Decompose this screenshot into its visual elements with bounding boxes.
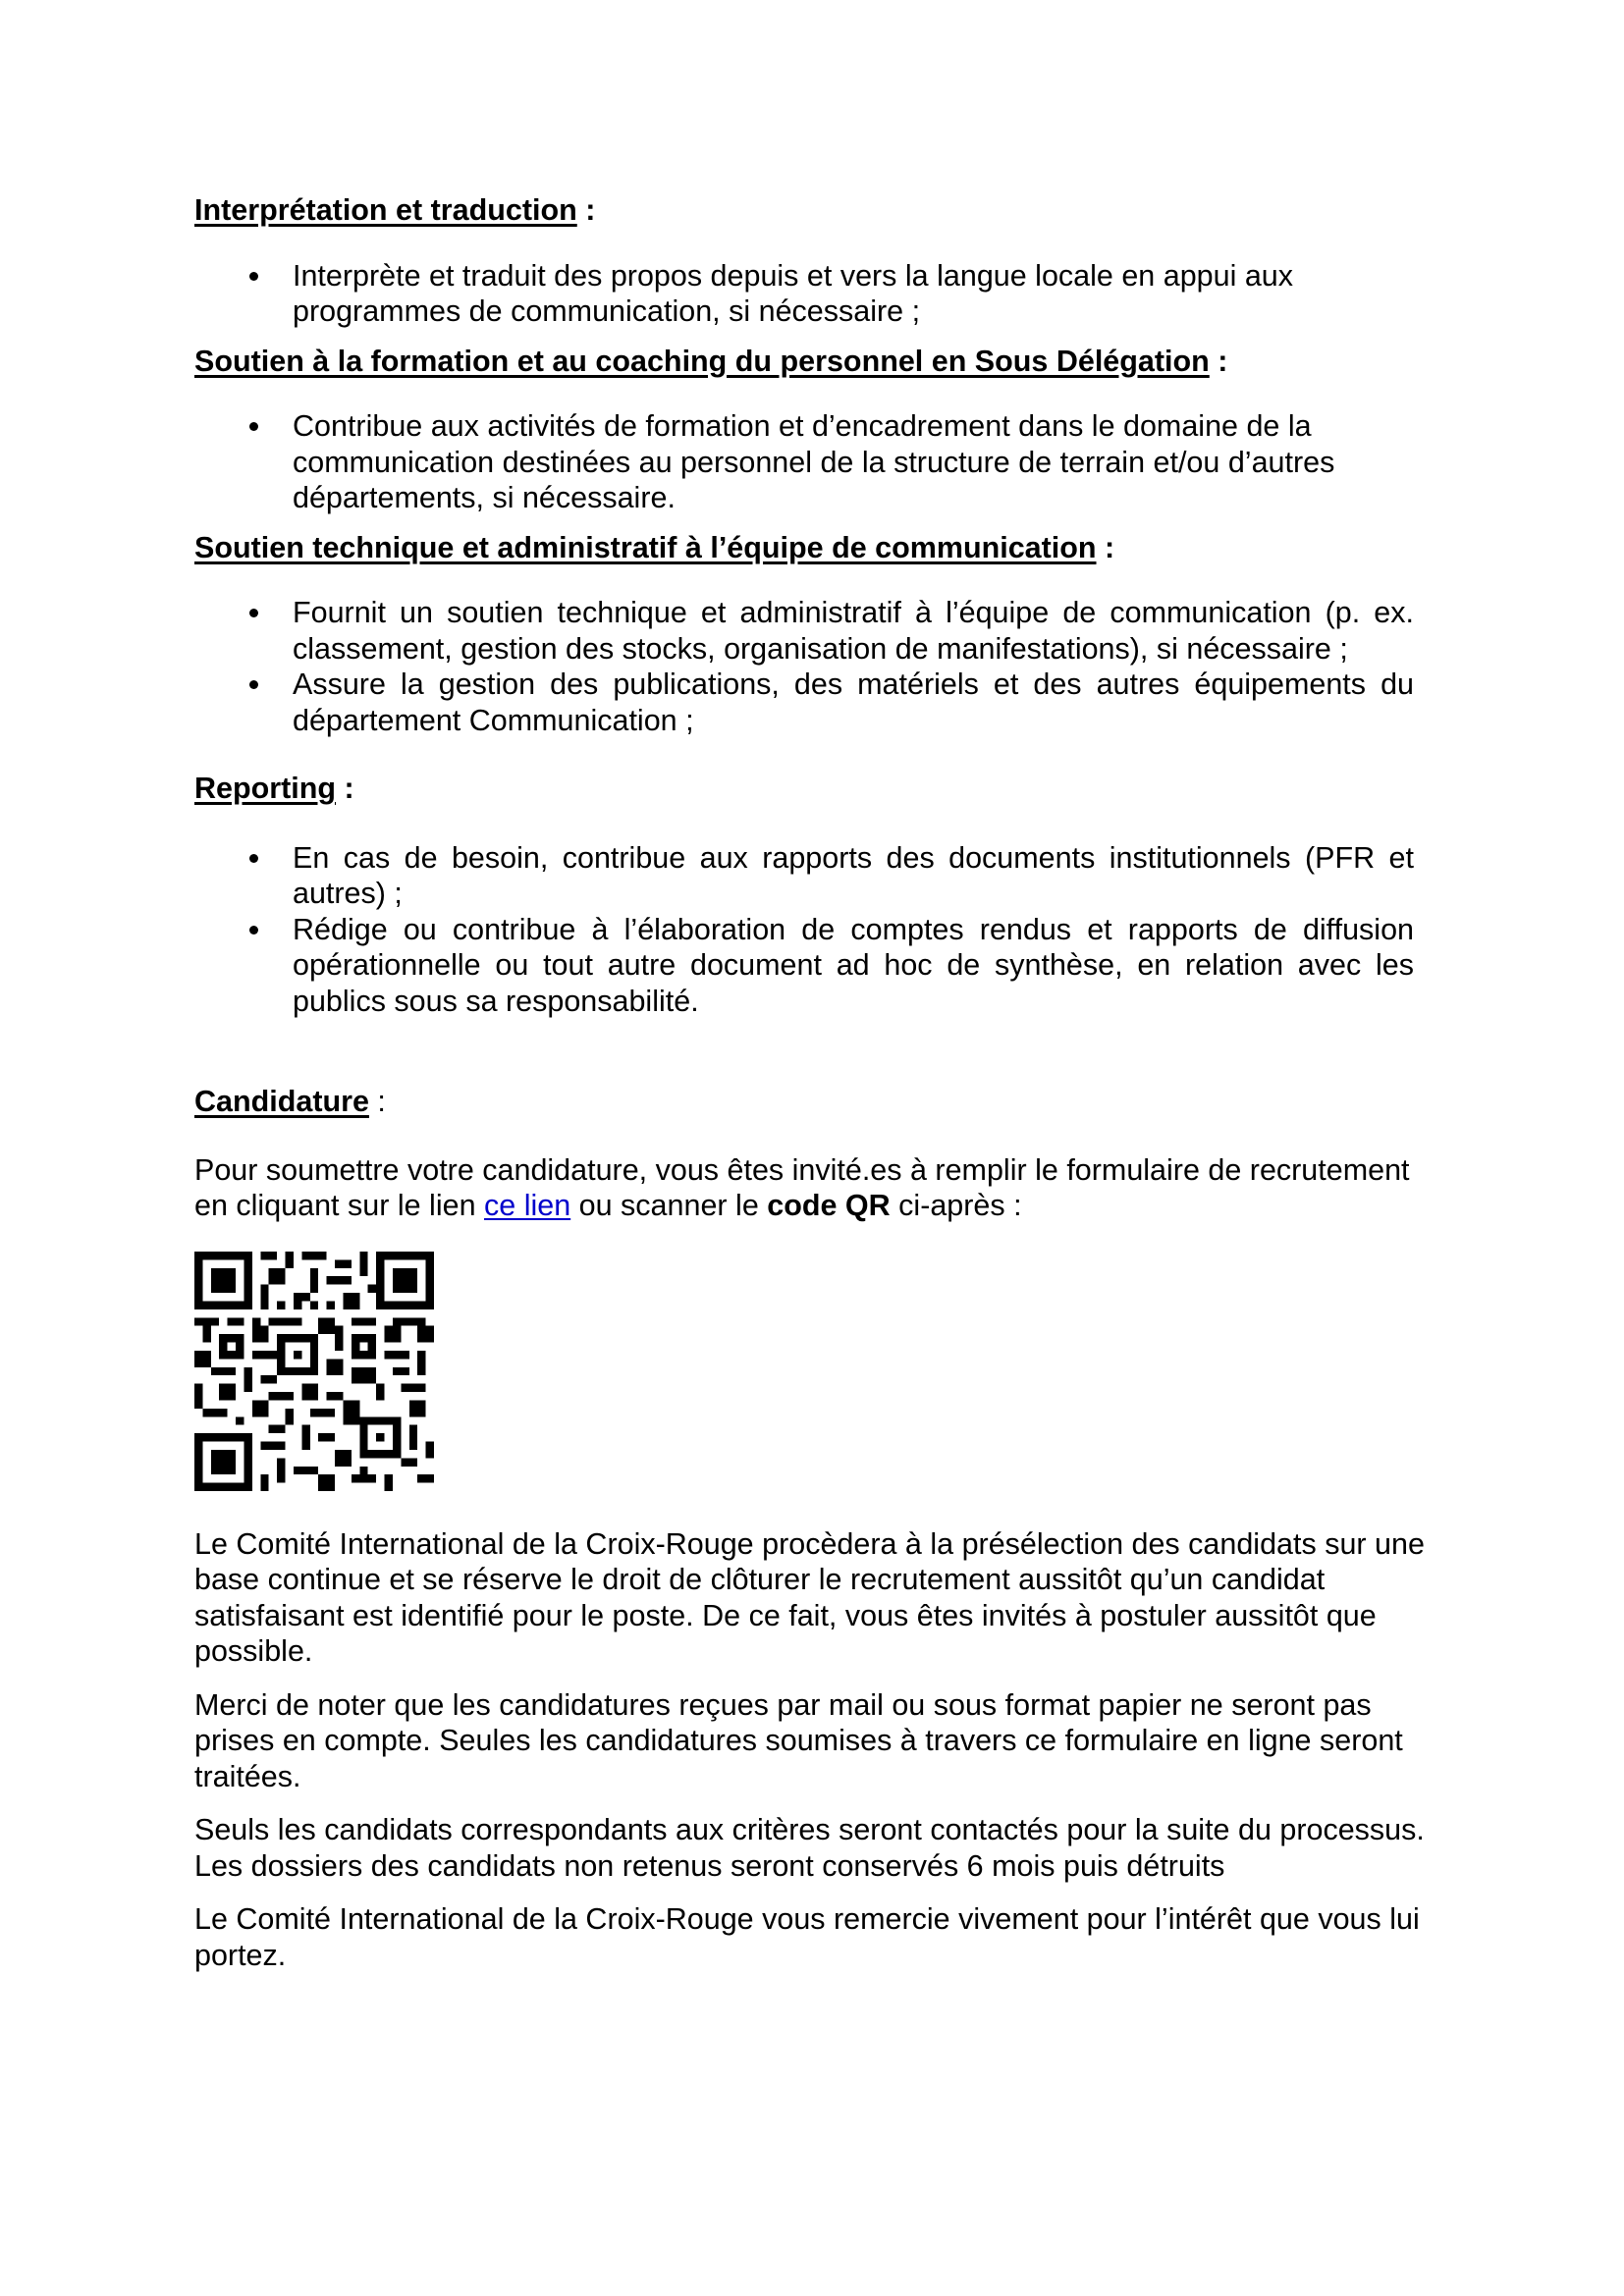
bullet-icon: [249, 609, 258, 617]
section-heading-interpretation: Interprétation et traduction :: [194, 193, 596, 227]
bullet-icon: [249, 422, 258, 431]
section-heading-reporting: Reporting :: [194, 772, 354, 805]
application-form-link[interactable]: ce lien: [484, 1189, 571, 1222]
document-page: [194, 192, 1439, 1973]
section-heading-formation: Soutien à la formation et au coaching du personnel en Sous Délégation :: [194, 344, 1228, 378]
heading-title: Reporting: [194, 772, 337, 805]
section-heading-candidature: Candidature :: [194, 1085, 386, 1118]
list-item: Contribue aux activités de formation et d’encadrement dans le domaine de la communication destinées au personnel de la structure de terrain et/ou d’autres départements, si nécessaire.: [194, 408, 1414, 516]
bullet-icon: [249, 272, 258, 281]
candidature-intro: Pour soumettre votre candidature, vous êtes invité.es à remplir le formulaire de recrutement en cliquant sur le lien ce lien ou scanner le code QR ci-après :: [194, 1152, 1410, 1222]
qr-code-icon[interactable]: [194, 1252, 434, 1491]
bullet-icon: [249, 680, 258, 689]
candidature-paragraph-contact: Seuls les candidats correspondants aux critères seront contactés pour la suite du processus. Les dossiers des candidats non retenus seront conservés 6 mois puis détruits: [194, 1813, 1425, 1883]
heading-title: Interprétation et traduction: [194, 193, 577, 227]
heading-title: Soutien technique et administratif à l’équipe de communication: [194, 530, 1097, 564]
list-item: Fournit un soutien technique et administratif à l’équipe de communication (p. ex. classement, gestion des stocks, organisation de manifestations), si nécessaire ;: [194, 595, 1414, 667]
heading-title: Candidature: [194, 1085, 369, 1118]
candidature-paragraph-preselection: Le Comité International de la Croix-Rouge procèdera à la présélection des candidats sur une base continue et se réserve le droit de clôturer le recrutement aussitôt qu’un candidat satisfaisant est identifié pour le poste. De ce fait, vous êtes invités à postuler aussitôt que possible.: [194, 1526, 1425, 1668]
reporting-list: [194, 840, 1439, 1020]
candidature-paragraph-email-notice: Merci de noter que les candidatures reçues par mail ou sous format papier ne seront pas prises en compte. Seules les candidatures soumises à travers ce formulaire en ligne seront traitées.: [194, 1687, 1403, 1793]
heading-title: Soutien à la formation et au coaching du personnel en Sous Délégation: [194, 344, 1210, 378]
section-heading-soutien-technique: Soutien technique et administratif à l’équipe de communication :: [194, 530, 1115, 564]
formation-list: [194, 408, 1439, 516]
bullet-icon: [249, 854, 258, 863]
soutien-technique-list: [194, 595, 1439, 738]
list-item: Assure la gestion des publications, des matériels et des autres équipements du département Communication ;: [194, 667, 1414, 738]
list-item: Interprète et traduit des propos depuis et vers la langue locale en appui aux programmes de communication, si nécessaire ;: [194, 258, 1414, 330]
interpretation-list: [194, 258, 1439, 330]
list-item: Rédige ou contribue à l’élaboration de comptes rendus et rapports de diffusion opérationnelle ou tout autre document ad hoc de synthèse, en relation avec les publics sous sa responsabilité.: [194, 912, 1414, 1020]
candidature-paragraph-thanks: Le Comité International de la Croix-Rouge vous remercie vivement pour l’intérêt que vous lui portez.: [194, 1902, 1420, 1972]
list-item: En cas de besoin, contribue aux rapports des documents institutionnels (PFR et autres) ;: [194, 840, 1414, 912]
bullet-icon: [249, 926, 258, 934]
